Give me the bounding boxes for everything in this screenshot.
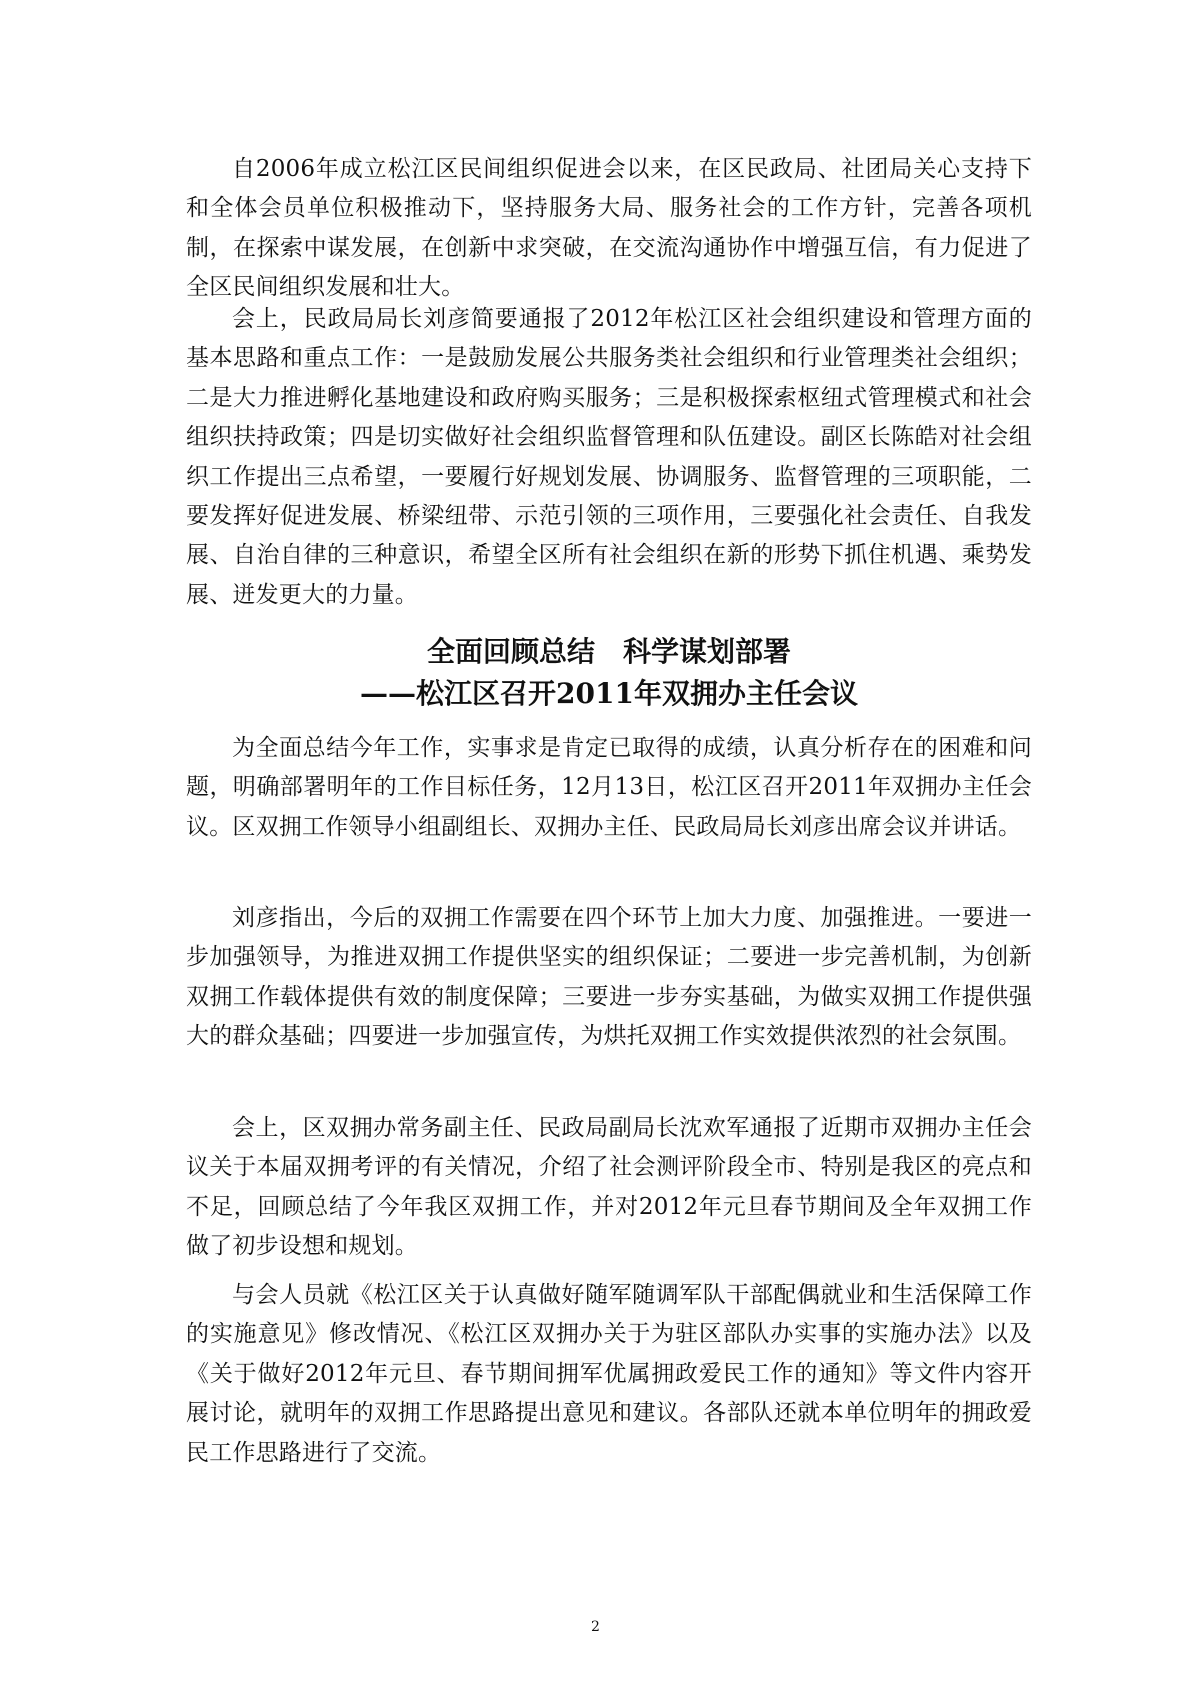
paragraph-meeting-intro: 为全面总结今年工作，实事求是肯定已取得的成绩，认真分析存在的困难和问题，明确部署明年的工作目标任务，12月13日，松江区召开2011年双拥办主任会议。区双拥工作领导小组副组长、双拥办主任、民政局局长刘彦出席会议并讲话。 — [186, 735, 1032, 840]
paragraph-shen-report: 会上，区双拥办常务副主任、民政局副局长沈欢军通报了近期市双拥办主任会议关于本届双拥考评的有关情况，介绍了社会测评阶段全市、特别是我区的亮点和不足，回顾总结了今年我区双拥工作，并对2012年元旦春节期间及全年双拥工作做了初步设想和规划。 — [186, 1115, 1032, 1260]
paragraph-meeting-report: 会上，民政局局长刘彦简要通报了2012年松江区社会组织建设和管理方面的基本思路和重点工作：一是鼓励发展公共服务类社会组织和行业管理类社会组织；二是大力推进孵化基地建设和政府购买服务；三是积极探索枢纽式管理模式和社会组织扶持政策；四是切实做好社会组织监督管理和队伍建设。副区长陈皓对社会组织工作提出三点希望，一要履行好规划发展、协调服务、监督管理的三项职能，二要发挥好促进发展、桥梁纽带、示范引领的三项作用，三要强化社会责任、自我发展、自治自律的三种意识，希望全区所有社会组织在新的形势下抓住机遇、乘势发展、迸发更大的力量。 — [186, 306, 1032, 608]
paragraph-liu-yan-remarks: 刘彦指出，今后的双拥工作需要在四个环节上加大力度、加强推进。一要进一步加强领导，为推进双拥工作提供坚实的组织保证；二要进一步完善机制，为创新双拥工作载体提供有效的制度保障；三要进一步夯实基础，为做实双拥工作提供强大的群众基础；四要进一步加强宣传，为烘托双拥工作实效提供浓烈的社会氛围。 — [186, 905, 1032, 1050]
paragraph-discussion: 与会人员就《松江区关于认真做好随军随调军队干部配偶就业和生活保障工作的实施意见》修改情况、《松江区双拥办关于为驻区部队办实事的实施办法》以及《关于做好2012年元旦、春节期间拥军优属拥政爱民工作的通知》等文件内容开展讨论，就明年的双拥工作思路提出意见和建议。各部队还就本单位明年的拥政爱民工作思路进行了交流。 — [186, 1282, 1032, 1466]
article-title: 全面回顾总结 科学谋划部署 — [426, 635, 791, 668]
page-number: 2 — [591, 1619, 600, 1635]
article-subtitle: ——松江区召开2011年双拥办主任会议 — [360, 677, 858, 710]
paragraph-promotion-association: 自2006年成立松江区民间组织促进会以来，在区民政局、社团局关心支持下和全体会员单位积极推动下，坚持服务大局、服务社会的工作方针，完善各项机制，在探索中谋发展，在创新中求突破，在交流沟通协作中增强互信，有力促进了全区民间组织发展和壮大。 — [186, 156, 1032, 301]
